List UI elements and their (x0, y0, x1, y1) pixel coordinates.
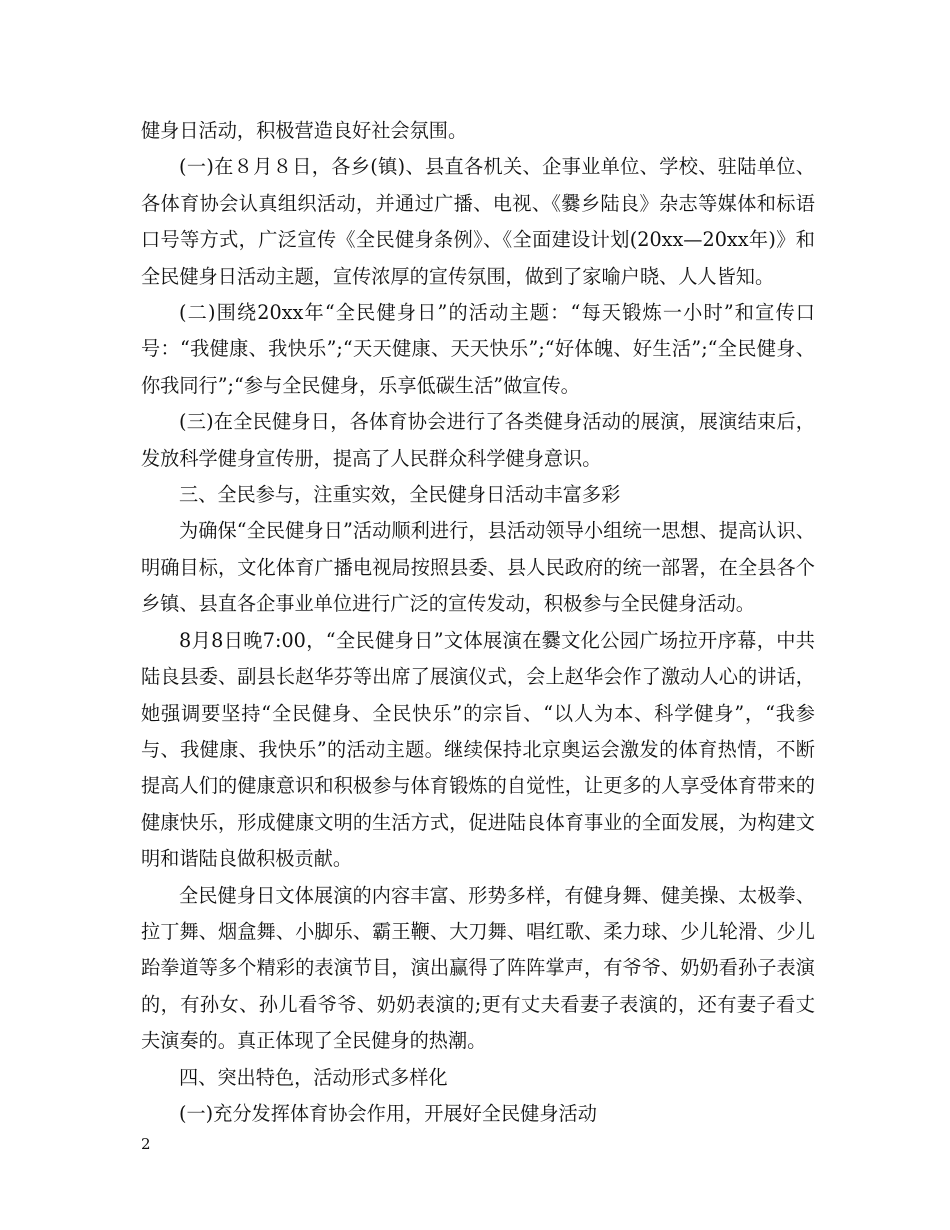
subheading-item-1: (一)充分发挥体育协会作用，开展好全民健身活动 (179, 1101, 597, 1125)
section-heading-4: 四、突出特色，活动形式多样化 (179, 1065, 448, 1089)
paragraph-item-2: (二)围绕20xx年“全民健身日”的活动主题：“每天锻炼一小时”和宣传口号：“我健康、我快乐”;“天天健康、天天快乐”;“好体魄、好生活”;“全民健身、你我同行”;“参与全民健身，乐享低碳生活”做宣传。 (141, 301, 815, 397)
paragraph-item-1: (一)在８月８日，各乡(镇)、县直各机关、企事业单位、学校、驻陆单位、各体育协会认真组织活动，并通过广播、电视、《爨乡陆良》杂志等媒体和标语口号等方式，广泛宣传《全民健身条例》、《全面建设计划(20xx—20xx年)》和全民健身日活动主题，宣传浓厚的宣传氛围，做到了家喻户晓、人人皆知。 (141, 155, 815, 288)
paragraph-opening-event: 8月8日晚7:00，“全民健身日”文体展演在爨文化公园广场拉开序幕，中共陆良县委、副县长赵华芬等出席了展演仪式，会上赵华会作了激动人心的讲话，她强调要坚持“全民健身、全民快乐”的宗旨、“以人为本、科学健身”，“我参与、我健康、我快乐”的活动主题。继续保持北京奥运会激发的体育热情，不断提高人们的健康意识和积极参与体育锻炼的自觉性，让更多的人享受体育带来的健康快乐，形成健康文明的生活方式，促进陆良体育事业的全面发展，为构建文明和谐陆良做积极贡献。 (141, 628, 815, 871)
document-body (141, 113, 815, 1132)
page-number: 2 (141, 1135, 151, 1153)
paragraph-item-3: (三)在全民健身日，各体育协会进行了各类健身活动的展演，展演结束后，发放科学健身宣传册，提高了人民群众科学健身意识。 (141, 410, 815, 470)
paragraph-preparation: 为确保“全民健身日”活动顺利进行，县活动领导小组统一思想、提高认识、明确目标，文化体育广播电视局按照县委、县人民政府的统一部署，在全县各个乡镇、县直各企事业单位进行广泛的宣传发动，积极参与全民健身活动。 (141, 519, 815, 616)
paragraph-performances: 全民健身日文体展演的内容丰富、形势多样，有健身舞、健美操、太极拳、拉丁舞、烟盒舞、小脚乐、霸王鞭、大刀舞、唱红歌、柔力球、少儿轮滑、少儿跆拳道等多个精彩的表演节目，演出赢得了阵阵掌声，有爷爷、奶奶看孙子表演的，有孙女、孙儿看爷爷、奶奶表演的;更有丈夫看妻子表演的，还有妻子看丈夫演奏的。真正体现了全民健身的热潮。 (141, 883, 815, 1053)
section-heading-3: 三、全民参与，注重实效，全民健身日活动丰富多彩 (179, 483, 621, 507)
paragraph-continuation: 健身日活动，积极营造良好社会氛围。 (141, 119, 468, 142)
